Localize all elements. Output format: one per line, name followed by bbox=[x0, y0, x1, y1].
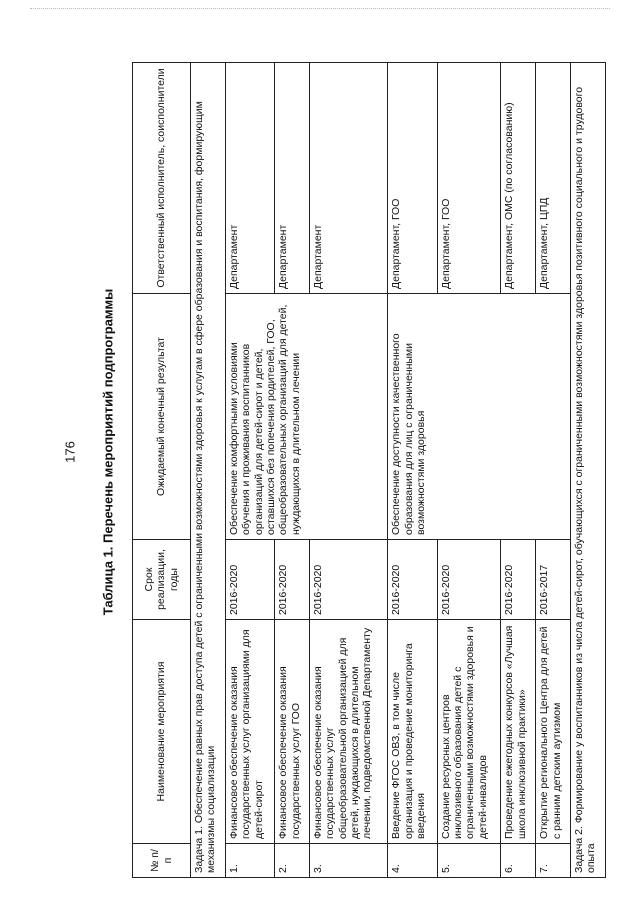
task-row bbox=[191, 63, 226, 878]
row-num: 3. bbox=[309, 844, 387, 878]
row-num: 2. bbox=[275, 844, 310, 878]
row-num: 7. bbox=[536, 844, 571, 878]
row-term: 2016-2020 bbox=[275, 540, 310, 620]
row-result: Обеспечение комфортными условиями обучения и проживания воспитанников организаций для детей-сирот и детей, оставшихся без попечения родителей, ГОО, общеобразовательных организаций для детей, нуждающихся в длительном лечении bbox=[225, 294, 387, 540]
row-name: Финансовое обеспечение оказания государственных услуг общеобразовательной организацией для детей, нуждающихся в длительном лечении, подведомственной Департаменту bbox=[309, 620, 387, 844]
page-number: 176 bbox=[62, 441, 78, 463]
row-term: 2016-2020 bbox=[225, 540, 274, 620]
header-term: Срок реализации, годы bbox=[133, 540, 191, 620]
measures-table bbox=[132, 62, 606, 878]
row-num: 4. bbox=[388, 844, 437, 878]
page-title: Таблица 1. Перечень мероприятий подпрограммы bbox=[100, 288, 116, 616]
table-header-row bbox=[133, 63, 191, 878]
row-name: Проведение ежегодных конкурсов «Лучшая школа инклюзивной практики» bbox=[501, 620, 536, 844]
row-num: 5. bbox=[437, 844, 501, 878]
table-container bbox=[132, 63, 606, 878]
row-resp: Департамент bbox=[275, 63, 310, 294]
row-term: 2016-2020 bbox=[309, 540, 387, 620]
row-term: 2016-2020 bbox=[501, 540, 536, 620]
row-name: Финансовое обеспечение оказания государственных услуг организациями для детей-сирот bbox=[225, 620, 274, 844]
row-resp: Департамент bbox=[309, 63, 387, 294]
row-resp: Департамент, ОМС (по согласованию) bbox=[501, 63, 536, 294]
table-row bbox=[388, 63, 437, 878]
table-row bbox=[225, 63, 274, 878]
task-row bbox=[571, 63, 606, 878]
row-resp: Департамент, ГОО bbox=[437, 63, 501, 294]
task-2: Задача 2. Формирование у воспитанников из числа детей-сирот, обучающихся с ограниченными возможностями здоровья позитивного социального и трудового опыта bbox=[571, 63, 606, 878]
header-result: Ожидаемый конечный результат bbox=[133, 294, 191, 540]
row-resp: Департамент, ГОО bbox=[388, 63, 437, 294]
row-resp: Департамент, ЦПД bbox=[536, 63, 571, 294]
task-1: Задача 1. Обеспечение равных прав доступа детей с ограниченными возможностями здоровья к услугам в сфере образования и воспитания, формирующим механизмы социализации bbox=[191, 63, 226, 878]
row-name: Открытие регионального Центра для детей с ранним детским аутизмом bbox=[536, 620, 571, 844]
row-num: 1. bbox=[225, 844, 274, 878]
header-resp: Ответственный исполнитель, соисполнители bbox=[133, 63, 191, 294]
scan-edge-line bbox=[30, 8, 610, 9]
row-name: Введение ФГОС ОВЗ, в том числе организация и проведение мониторинга введения bbox=[388, 620, 437, 844]
row-term: 2016-2017 bbox=[536, 540, 571, 620]
row-num: 6. bbox=[501, 844, 536, 878]
row-result: Обеспечение доступности качественного образования для лиц с ограниченными возможностями здоровья bbox=[388, 294, 571, 540]
row-term: 2016-2020 bbox=[388, 540, 437, 620]
row-term: 2016-2020 bbox=[437, 540, 501, 620]
row-name: Финансовое обеспечение оказания государственных услуг ГОО bbox=[275, 620, 310, 844]
header-name: Наименование мероприятия bbox=[133, 620, 191, 844]
header-num: № п/п bbox=[133, 844, 191, 878]
row-name: Создание ресурсных центров инклюзивного образования детей с ограниченными возможностями здоровья и детей-инвалидов bbox=[437, 620, 501, 844]
row-resp: Департамент bbox=[225, 63, 274, 294]
